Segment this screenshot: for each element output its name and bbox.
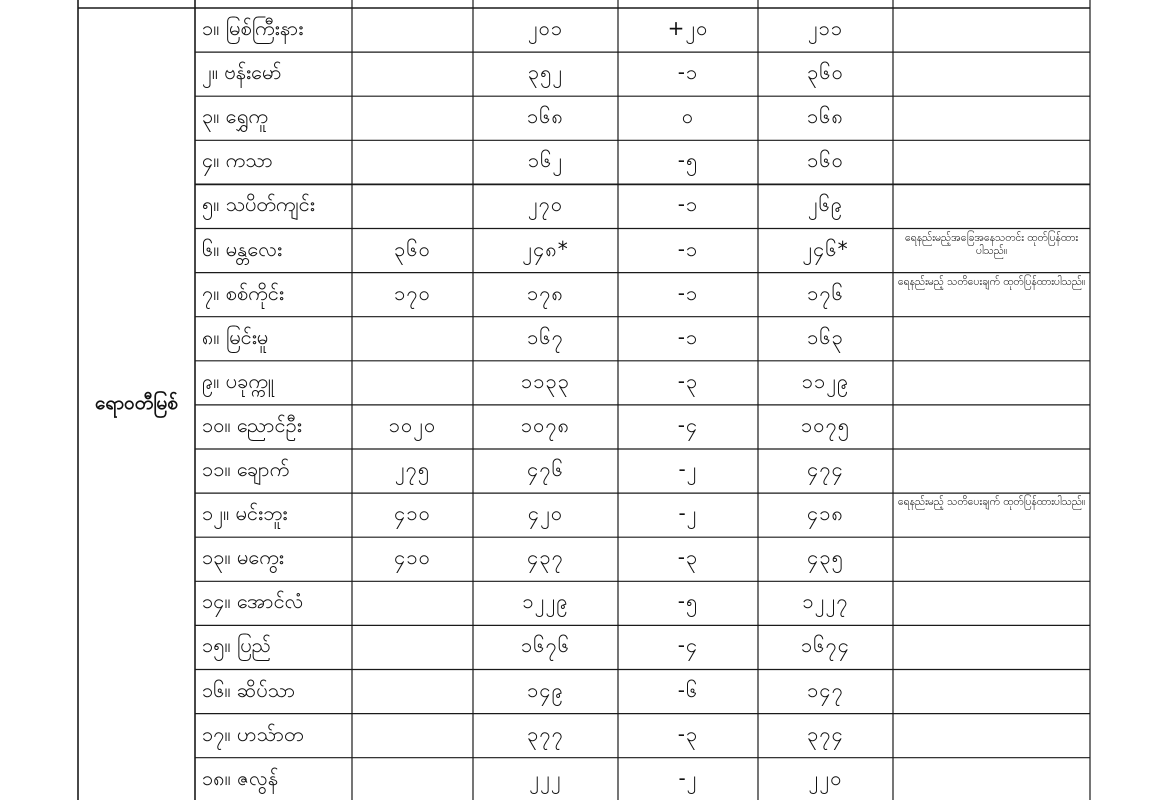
water-level-today: ၁၆၈: [527, 104, 564, 129]
level-change: -၁: [677, 280, 699, 305]
level-change: -၃: [677, 368, 699, 393]
level-change: -၃: [677, 545, 699, 570]
remark-note: [894, 715, 1089, 757]
remark-note: ရေနည်းမည့် သတိပေးချက် ထုတ်ပြန်ထားပါသည်။: [897, 496, 1086, 509]
water-level-forecast: ၂၄၆*: [802, 236, 849, 261]
remark-note: [894, 626, 1089, 668]
level-change: -၃: [677, 721, 699, 746]
remark-note: ရေနည်းမည့်အခြေအနေသတင်း ထုတ်ပြန်ထားပါသည်။: [904, 231, 1079, 257]
level-change: +၂၀: [667, 16, 709, 41]
water-level-forecast: ၁၆၈: [807, 104, 844, 129]
remark-note: [894, 318, 1089, 360]
water-level-forecast: ၃၇၄: [807, 721, 844, 746]
remark-note: [894, 538, 1089, 580]
water-level-forecast: ၁၆၀: [807, 148, 844, 173]
reference-level: [353, 141, 472, 183]
level-change: -၄: [677, 633, 699, 658]
reference-level: [353, 9, 472, 51]
water-level-forecast: ၁၀၇၅: [801, 412, 850, 437]
water-level-forecast: ၁၂၂၇: [802, 589, 849, 614]
water-level-forecast: ၂၂၀: [808, 765, 843, 790]
water-level-today: ၂၄၈*: [522, 236, 569, 261]
reference-level: ၂၇၅: [394, 457, 431, 482]
water-level-today: ၂၇၀: [527, 192, 564, 217]
station-name: ၁။ မြစ်ကြီးနား: [202, 16, 304, 40]
level-change: -၅: [677, 589, 699, 614]
water-level-forecast: ၄၃၅: [807, 545, 844, 570]
level-change: -၆: [677, 677, 699, 702]
station-name: ၁၈။ ဇလွန်: [202, 765, 279, 790]
station-name: ၇။ စစ်ကိုင်း: [202, 280, 284, 305]
station-name: ၆။ မန္တလေး: [202, 236, 283, 261]
water-level-forecast: ၁၄၇: [807, 677, 844, 702]
water-level-forecast: ၁၁၂၉: [801, 368, 850, 393]
station-name: ၁၅။ ပြည်: [202, 633, 272, 658]
reference-level: [353, 626, 472, 668]
reference-level: [353, 715, 472, 757]
water-level-today: ၁၁၃၃: [521, 368, 570, 393]
water-level-forecast: ၄၁၈: [807, 501, 844, 526]
level-change: -၁: [677, 236, 699, 261]
station-name: ၉။ ပခုက္ကူ: [202, 368, 274, 393]
water-level-today: ၃၅၂: [527, 60, 564, 85]
reference-level: ၄၁၀: [394, 545, 431, 570]
level-change: -၂: [678, 765, 698, 790]
level-change: -၂: [678, 501, 698, 526]
water-level-today: ၃၇၇: [527, 721, 564, 746]
water-level-today: ၁၀၇၈: [520, 412, 571, 437]
station-name: ၁၆။ ဆိပ်သာ: [202, 677, 296, 702]
water-level-today: ၂၀၁: [527, 16, 564, 41]
water-level-forecast: ၄၇၄: [807, 457, 844, 482]
water-level-today: ၄၃၇: [527, 545, 564, 570]
reference-level: [353, 362, 472, 404]
remark-note: [894, 53, 1089, 95]
station-name: ၁၃။ မကွေး: [202, 545, 284, 570]
water-level-forecast: ၃၆၀: [807, 60, 844, 85]
water-level-forecast: ၂၁၁: [807, 16, 844, 41]
level-change: ၀: [681, 104, 695, 129]
station-name: ၁၇။ ဟသ်ာတ: [202, 721, 304, 746]
remark-note: [894, 97, 1089, 139]
station-name: ၁၄။ အောင်လံ: [202, 589, 304, 614]
reference-level: ၁၇၀: [394, 280, 431, 305]
reference-level: ၃၆၀: [394, 236, 431, 261]
level-change: -၂: [678, 457, 698, 482]
water-level-forecast: ၁၆၃: [807, 324, 844, 349]
station-name: ၁၂။ မင်းဘူး: [202, 501, 288, 526]
level-change: -၁: [677, 324, 699, 349]
remark-note: [894, 582, 1089, 624]
reference-level: [353, 185, 472, 227]
reference-level: ၄၁၀: [394, 501, 431, 526]
reference-level: [353, 318, 472, 360]
water-level-today: ၁၄၉: [527, 677, 564, 702]
station-name: ၁၁။ ချောက်: [202, 457, 290, 481]
water-level-today: ၁၂၂၉: [522, 589, 569, 614]
water-level-forecast: ၂၆၉: [807, 192, 844, 217]
station-name: ၂။ ဗန်းမော်: [202, 60, 282, 85]
water-level-today: ၄၂၀: [527, 501, 564, 526]
remark-note: [894, 9, 1089, 51]
water-level-forecast: ၁၆၇၄: [801, 633, 850, 658]
remark-note: [894, 141, 1089, 183]
water-level-today: ၁၆၂: [527, 148, 564, 173]
level-change: -၅: [677, 148, 699, 173]
level-change: -၄: [677, 412, 699, 437]
station-name: ၃။ ရွှေကူ: [202, 104, 268, 129]
remark-note: [894, 406, 1089, 448]
water-level-today: ၁၇၈: [527, 280, 564, 305]
water-level-today: ၁၆၇: [527, 324, 564, 349]
remark-note: [894, 362, 1089, 404]
water-level-today: ၂၂၂: [529, 765, 562, 790]
reference-level: [353, 759, 472, 801]
station-name: ၈။ မြင်းမူ: [202, 324, 269, 349]
reference-level: [353, 671, 472, 713]
station-name: ၄။ ကသာ: [202, 148, 273, 173]
remark-note: [894, 759, 1089, 801]
reference-level: [353, 53, 472, 95]
level-change: -၁: [677, 60, 699, 85]
water-level-today: ၁၆၇၆: [521, 633, 570, 658]
level-change: -၁: [677, 192, 699, 217]
water-level-today: ၄၇၆: [527, 457, 564, 482]
station-name: ၅။ သပိတ်ကျင်း: [202, 192, 315, 217]
reference-level: [353, 97, 472, 139]
station-name: ၁၀။ ညောင်ဦး: [202, 412, 302, 437]
reference-level: ၁၀၂၀: [388, 412, 437, 437]
water-level-forecast: ၁၇၆: [807, 280, 844, 305]
remark-note: ရေနည်းမည့် သတိပေးချက် ထုတ်ပြန်ထားပါသည်။: [897, 275, 1086, 288]
remark-note: [894, 671, 1089, 713]
remark-note: [894, 450, 1089, 492]
region-label: ရောဝတီမြစ်: [95, 391, 178, 414]
reference-level: [353, 582, 472, 624]
remark-note: [894, 185, 1089, 227]
